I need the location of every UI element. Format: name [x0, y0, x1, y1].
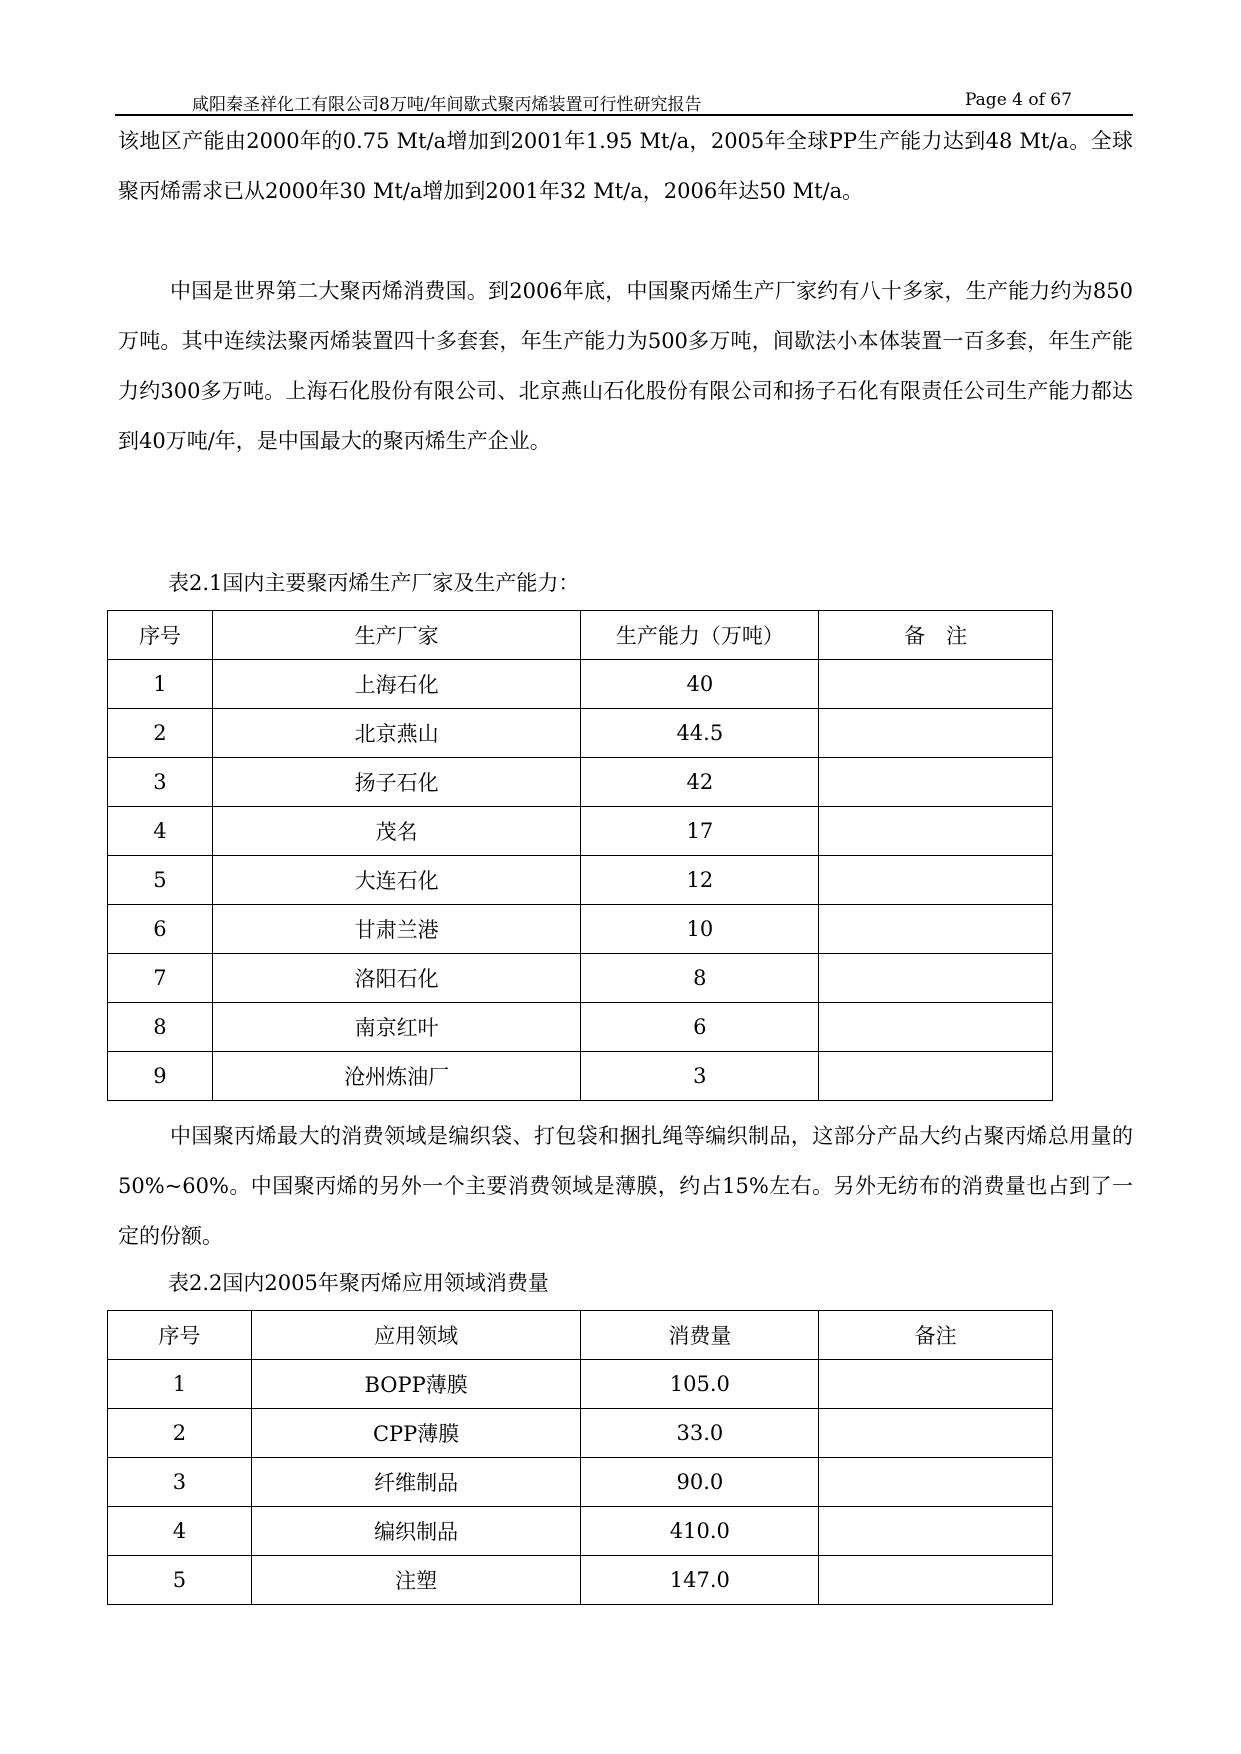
table-cell: 8 [581, 954, 819, 1003]
table-cell: 33.0 [581, 1409, 819, 1458]
table-cell: 90.0 [581, 1458, 819, 1507]
column-header: 序号 [108, 1311, 252, 1360]
table-row [108, 1360, 1053, 1409]
column-header: 生产能力（万吨） [581, 611, 819, 660]
table-cell: 147.0 [581, 1556, 819, 1605]
table-cell: 44.5 [581, 709, 819, 758]
table-row [108, 709, 1053, 758]
paragraph-3: 中国聚丙烯最大的消费领域是编织袋、打包袋和捆扎绳等编织制品，这部分产品大约占聚丙烯总用量的50%~60%。中国聚丙烯的另外一个主要消费领域是薄膜，约占15%左右。另外无纺布的消费量也占到了一定的份额。 [118, 1124, 1133, 1248]
table-cell: 洛阳石化 [212, 954, 581, 1003]
table1-caption: 表2.1国内主要聚丙烯生产厂家及生产能力： [168, 571, 580, 595]
table-row [108, 1409, 1053, 1458]
column-header: 消费量 [581, 1311, 819, 1360]
table-row [108, 954, 1053, 1003]
table-cell: CPP薄膜 [251, 1409, 581, 1458]
table-cell [819, 1360, 1053, 1409]
table-cell: 4 [108, 1507, 252, 1556]
table-cell: 甘肃兰港 [212, 905, 581, 954]
table-cell [819, 807, 1053, 856]
table-cell: 2 [108, 709, 213, 758]
table-cell: 8 [108, 1003, 213, 1052]
table-cell: 注塑 [251, 1556, 581, 1605]
table-cell: 17 [581, 807, 819, 856]
table-cell: 5 [108, 856, 213, 905]
table-cell [819, 954, 1053, 1003]
table-cell [819, 1052, 1053, 1101]
table-cell: 105.0 [581, 1360, 819, 1409]
column-header: 序号 [108, 611, 213, 660]
table-cell [819, 1458, 1053, 1507]
table-cell: 编织制品 [251, 1507, 581, 1556]
header-title: 咸阳秦圣祥化工有限公司8万吨/年间歇式聚丙烯装置可行性研究报告 [192, 95, 702, 115]
table-row [108, 807, 1053, 856]
table-cell [819, 660, 1053, 709]
column-header: 备注 [819, 1311, 1053, 1360]
table-cell: 1 [108, 1360, 252, 1409]
table-cell [819, 1507, 1053, 1556]
page-header [115, 86, 1133, 116]
table-cell [819, 856, 1053, 905]
table-cell [819, 709, 1053, 758]
column-header: 应用领域 [251, 1311, 581, 1360]
paragraph-1: 该地区产能由2000年的0.75 Mt/a增加到2001年1.95 Mt/a，2005年全球PP生产能力达到48 Mt/a。全球聚丙烯需求已从2000年30 Mt/a增加到2001年32 Mt/a，2006年达50 Mt/a。 [118, 129, 1133, 203]
consumption-table [107, 1310, 1053, 1605]
table-cell: 扬子石化 [212, 758, 581, 807]
table-cell: 沧州炼油厂 [212, 1052, 581, 1101]
table-cell: BOPP薄膜 [251, 1360, 581, 1409]
table-row [108, 856, 1053, 905]
table-cell [819, 758, 1053, 807]
table-cell: 4 [108, 807, 213, 856]
table-row [108, 1003, 1053, 1052]
table-row [108, 1507, 1053, 1556]
table-cell: 2 [108, 1409, 252, 1458]
table-row [108, 1556, 1053, 1605]
column-header: 生产厂家 [212, 611, 581, 660]
table-row [108, 758, 1053, 807]
table-cell [819, 1556, 1053, 1605]
table-cell: 3 [581, 1052, 819, 1101]
table-cell [819, 1409, 1053, 1458]
table-cell [819, 905, 1053, 954]
table-cell: 北京燕山 [212, 709, 581, 758]
table-cell [819, 1003, 1053, 1052]
table-cell: 6 [108, 905, 213, 954]
table-cell: 3 [108, 1458, 252, 1507]
column-header: 备 注 [819, 611, 1053, 660]
table-row [108, 905, 1053, 954]
table-cell: 7 [108, 954, 213, 1003]
table2-caption: 表2.2国内2005年聚丙烯应用领域消费量 [168, 1271, 549, 1295]
producers-table [107, 610, 1053, 1101]
table-cell: 大连石化 [212, 856, 581, 905]
table-header-row [108, 1311, 1053, 1360]
table-cell: 1 [108, 660, 213, 709]
table-cell: 6 [581, 1003, 819, 1052]
table-row [108, 660, 1053, 709]
table-cell: 42 [581, 758, 819, 807]
table-cell: 12 [581, 856, 819, 905]
table-cell: 纤维制品 [251, 1458, 581, 1507]
paragraph-2: 中国是世界第二大聚丙烯消费国。到2006年底，中国聚丙烯生产厂家约有八十多家，生产能力约为850万吨。其中连续法聚丙烯装置四十多套套，年生产能力为500多万吨，间歇法小本体装置一百多套，年生产能力约300多万吨。上海石化股份有限公司、北京燕山石化股份有限公司和扬子石化有限责任公司生产能力都达到40万吨/年，是中国最大的聚丙烯生产企业。 [118, 279, 1133, 453]
table-cell: 南京红叶 [212, 1003, 581, 1052]
table-cell: 3 [108, 758, 213, 807]
table-cell: 上海石化 [212, 660, 581, 709]
table-header-row [108, 611, 1053, 660]
table-cell: 40 [581, 660, 819, 709]
table-cell: 410.0 [581, 1507, 819, 1556]
table-cell: 茂名 [212, 807, 581, 856]
table-row [108, 1458, 1053, 1507]
table-cell: 10 [581, 905, 819, 954]
table-row [108, 1052, 1053, 1101]
table-cell: 5 [108, 1556, 252, 1605]
page-number: Page 4 of 67 [965, 90, 1072, 110]
table-cell: 9 [108, 1052, 213, 1101]
